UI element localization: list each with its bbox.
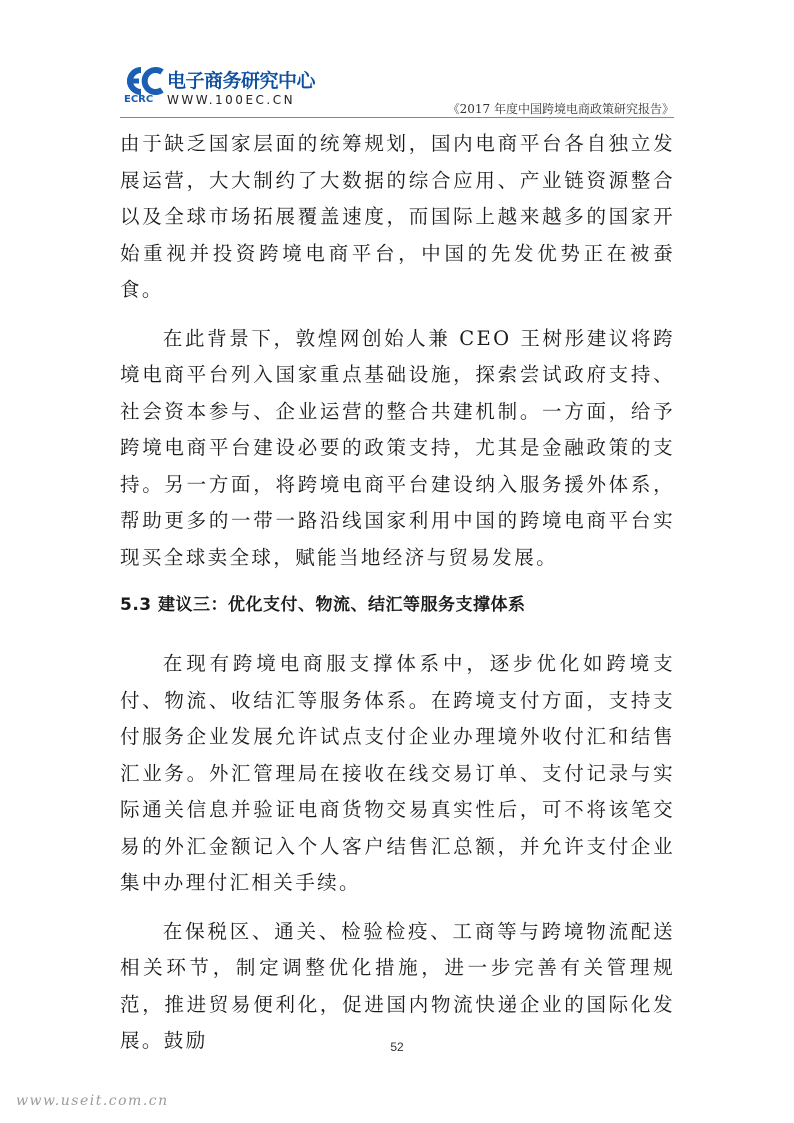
- body-paragraph-3: 在现有跨境电商服支撑体系中，逐步优化如跨境支付、物流、收结汇等服务体系。在跨境支付方面，支持支付服务企业发展允许试点支付企业办理境外收付汇和结售汇业务。外汇管理局在接收在线交易订单、支付记录与实际通关信息并验证电商货物交易真实性后，可不将该笔交易的外汇金额记入个人客户结售汇总额，并允许支付企业集中办理付汇相关手续。: [120, 652, 675, 894]
- section-heading: 5.3 建议三：优化支付、物流、结汇等服务支撑体系: [120, 595, 526, 615]
- ecrc-logo: [122, 66, 322, 110]
- body-paragraph-4: 在保税区、通关、检验检疫、工商等与跨境物流配送相关环节，制定调整优化措施，进一步完善有关管理规范，推进贸易便利化，促进国内物流快递企业的国际化发展。鼓励: [120, 919, 675, 1052]
- body-paragraph-2: 在此背景下，敦煌网创始人兼 CEO 王树彤建议将跨境电商平台列入国家重点基础设施，探索尝试政府支持、社会资本参与、企业运营的整合共建机制。一方面，给予跨境电商平台建设必要的政策支持，尤其是金融政策的支持。另一方面，将跨境电商平台建设纳入服务援外体系，帮助更多的一带一路沿线国家利用中国的跨境电商平台实现买全球卖全球，赋能当地经济与贸易发展。: [120, 326, 675, 569]
- logo-abbreviation: ECRC: [124, 94, 154, 105]
- header-divider: [120, 117, 674, 118]
- ec-logo-icon: [122, 66, 166, 96]
- page-number: 52: [390, 1040, 404, 1054]
- logo-chinese-name: 电子商务研究中心: [167, 70, 316, 92]
- logo-url: WWW.100EC.CN: [167, 93, 296, 107]
- watermark: www.useit.com.cn: [16, 1093, 169, 1109]
- body-paragraph-1: 由于缺乏国家层面的统筹规划，国内电商平台各自独立发展运营，大大制约了大数据的综合应用、产业链资源整合以及全球市场拓展覆盖速度，而国际上越来越多的国家开始重视并投资跨境电商平台，中国的先发优势正在被蚕食。: [120, 132, 675, 301]
- page-body: [120, 126, 675, 1072]
- report-title: 《2017 年度中国跨境电商政策研究报告》: [447, 102, 674, 116]
